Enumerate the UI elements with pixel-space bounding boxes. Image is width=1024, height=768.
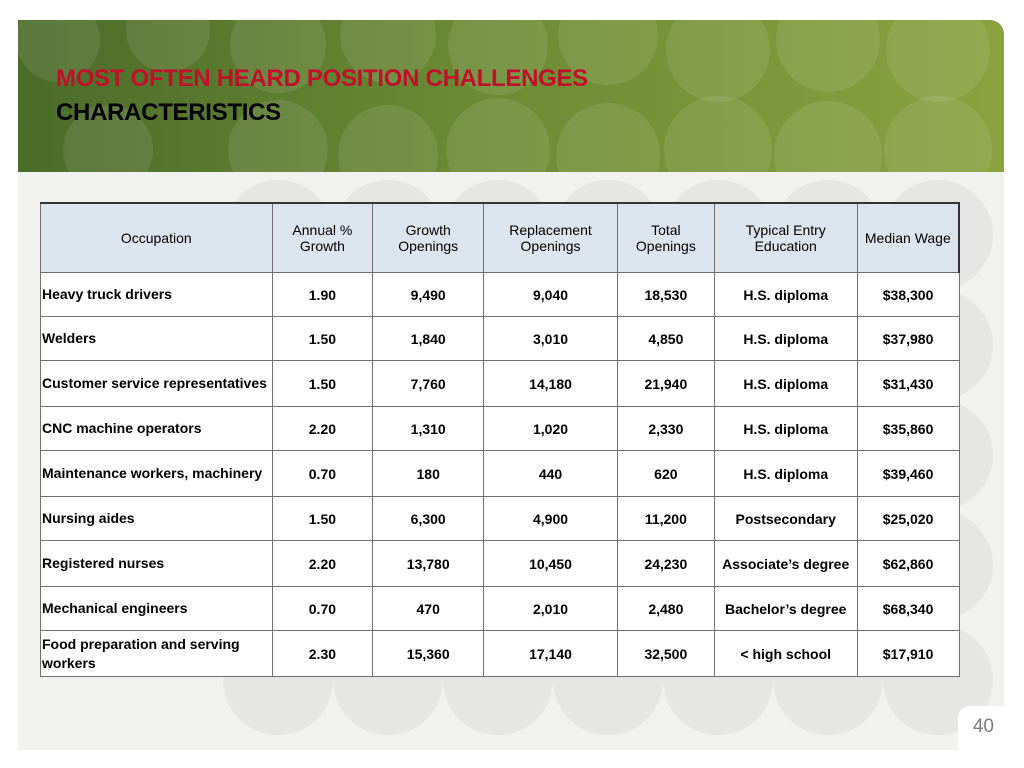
cell-entry-education: Bachelor’s degree — [714, 587, 857, 631]
cell-replacement-openings: 3,010 — [484, 317, 618, 361]
slide-title-line2: CHARACTERISTICS — [56, 99, 281, 126]
header-replacement-openings: Replacement Openings — [484, 203, 618, 273]
cell-total-openings: 32,500 — [617, 631, 714, 677]
cell-replacement-openings: 440 — [484, 451, 618, 497]
cell-occupation: Registered nurses — [41, 541, 273, 587]
occupation-table — [40, 202, 960, 677]
cell-occupation: Customer service representatives — [41, 361, 273, 407]
cell-replacement-openings: 4,900 — [484, 497, 618, 541]
cell-entry-education: Associate’s degree — [714, 541, 857, 587]
cell-annual-growth: 0.70 — [272, 587, 373, 631]
cell-entry-education: Postsecondary — [714, 497, 857, 541]
title-banner — [18, 20, 1004, 172]
cell-annual-growth: 0.70 — [272, 451, 373, 497]
cell-growth-openings: 6,300 — [373, 497, 484, 541]
header-total-openings: Total Openings — [617, 203, 714, 273]
cell-total-openings: 4,850 — [617, 317, 714, 361]
cell-annual-growth: 1.50 — [272, 361, 373, 407]
table-row — [41, 451, 960, 497]
cell-occupation: Food preparation and serving workers — [41, 631, 273, 677]
table-header-row — [41, 203, 960, 273]
cell-annual-growth: 1.90 — [272, 273, 373, 317]
cell-median-wage: $37,980 — [857, 317, 959, 361]
page-number-box — [958, 706, 1004, 750]
cell-annual-growth: 1.50 — [272, 497, 373, 541]
cell-total-openings: 620 — [617, 451, 714, 497]
header-annual-growth: Annual % Growth — [272, 203, 373, 273]
cell-entry-education: H.S. diploma — [714, 451, 857, 497]
cell-replacement-openings: 2,010 — [484, 587, 618, 631]
cell-median-wage: $38,300 — [857, 273, 959, 317]
table-row — [41, 273, 960, 317]
cell-entry-education: H.S. diploma — [714, 273, 857, 317]
table-row — [41, 361, 960, 407]
table-row — [41, 587, 960, 631]
cell-median-wage: $35,860 — [857, 407, 959, 451]
cell-replacement-openings: 9,040 — [484, 273, 618, 317]
cell-total-openings: 2,330 — [617, 407, 714, 451]
page-number: 40 — [972, 716, 994, 737]
cell-growth-openings: 180 — [373, 451, 484, 497]
cell-replacement-openings: 17,140 — [484, 631, 618, 677]
slide-title-line1: MOST OFTEN HEARD POSITION CHALLENGES — [56, 65, 588, 92]
table-row — [41, 317, 960, 361]
cell-occupation: Welders — [41, 317, 273, 361]
header-occupation: Occupation — [41, 203, 273, 273]
cell-growth-openings: 15,360 — [373, 631, 484, 677]
cell-growth-openings: 470 — [373, 587, 484, 631]
cell-entry-education: H.S. diploma — [714, 361, 857, 407]
cell-total-openings: 24,230 — [617, 541, 714, 587]
header-entry-education: Typical Entry Education — [714, 203, 857, 273]
cell-occupation: CNC machine operators — [41, 407, 273, 451]
cell-growth-openings: 1,840 — [373, 317, 484, 361]
table-row — [41, 407, 960, 451]
cell-total-openings: 2,480 — [617, 587, 714, 631]
cell-growth-openings: 7,760 — [373, 361, 484, 407]
cell-replacement-openings: 1,020 — [484, 407, 618, 451]
cell-entry-education: H.S. diploma — [714, 317, 857, 361]
cell-occupation: Maintenance workers, machinery — [41, 451, 273, 497]
cell-total-openings: 18,530 — [617, 273, 714, 317]
banner-circle-pattern — [18, 20, 1004, 172]
cell-total-openings: 21,940 — [617, 361, 714, 407]
header-median-wage: Median Wage — [857, 203, 959, 273]
cell-annual-growth: 1.50 — [272, 317, 373, 361]
table-row — [41, 497, 960, 541]
cell-annual-growth: 2.20 — [272, 541, 373, 587]
cell-median-wage: $39,460 — [857, 451, 959, 497]
cell-annual-growth: 2.30 — [272, 631, 373, 677]
cell-growth-openings: 9,490 — [373, 273, 484, 317]
cell-median-wage: $62,860 — [857, 541, 959, 587]
cell-occupation: Heavy truck drivers — [41, 273, 273, 317]
cell-annual-growth: 2.20 — [272, 407, 373, 451]
cell-total-openings: 11,200 — [617, 497, 714, 541]
cell-entry-education: H.S. diploma — [714, 407, 857, 451]
cell-occupation: Mechanical engineers — [41, 587, 273, 631]
cell-median-wage: $25,020 — [857, 497, 959, 541]
cell-replacement-openings: 14,180 — [484, 361, 618, 407]
cell-median-wage: $68,340 — [857, 587, 959, 631]
cell-growth-openings: 1,310 — [373, 407, 484, 451]
cell-growth-openings: 13,780 — [373, 541, 484, 587]
table-row — [41, 541, 960, 587]
header-growth-openings: Growth Openings — [373, 203, 484, 273]
cell-entry-education: < high school — [714, 631, 857, 677]
table-row — [41, 631, 960, 677]
cell-median-wage: $17,910 — [857, 631, 959, 677]
cell-replacement-openings: 10,450 — [484, 541, 618, 587]
cell-occupation: Nursing aides — [41, 497, 273, 541]
cell-median-wage: $31,430 — [857, 361, 959, 407]
